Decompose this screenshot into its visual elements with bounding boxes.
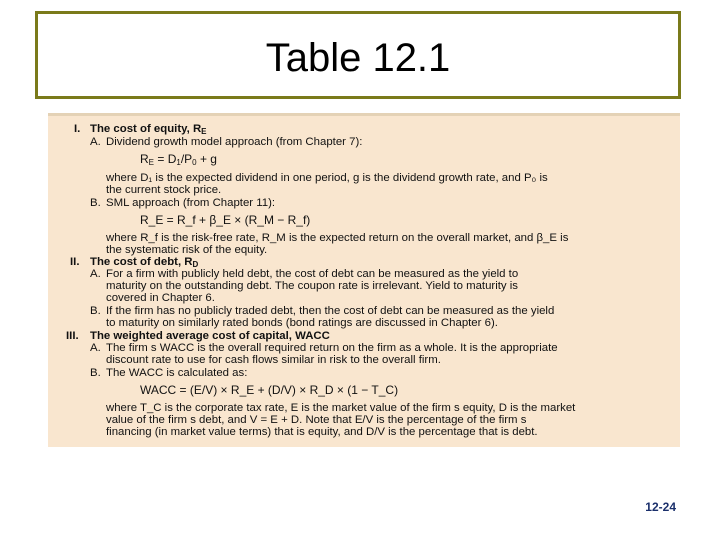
section-1-item-b-where-1: where R_f is the risk-free rate, R_M is the expected return on the overall market, and β_E is xyxy=(106,232,569,244)
wacc-equation: WACC = (E/V) × R_E + (D/V) × R_D × (1 − T_C) xyxy=(140,383,399,397)
section-2-heading: The cost of debt, $R_D$ xyxy=(90,256,199,269)
section-3-item-a-label: A. xyxy=(90,342,101,354)
dividend-growth-equation: $R_E = D_1/P_0 + g$ xyxy=(140,152,217,167)
section-3-item-a-line-1: The firm s WACC is the overall required return on the firm as a whole. It is the appropriate xyxy=(106,342,558,354)
section-3-heading: The weighted average cost of capital, WACC xyxy=(90,330,330,342)
section-2-item-b-line-1: If the firm has no publicly traded debt, then the cost of debt can be measured as the yield xyxy=(106,305,555,317)
section-3-item-b-label: B. xyxy=(90,367,101,379)
section-1-numeral: I. xyxy=(74,123,81,135)
section-1-item-b-label: B. xyxy=(90,197,101,209)
section-2-item-a-line-2: maturity on the outstanding debt. The coupon rate is irrelevant. Yield to maturity is xyxy=(106,280,518,292)
section-3-where-3: financing (in market value terms) that is equity, and D/V is the percentage that is debt. xyxy=(106,426,538,438)
sml-equation: R_E = R_f + β_E × (R_M − R_f) xyxy=(140,213,311,227)
section-3-item-a-line-2: discount rate to use for cash flows similar in risk to the overall firm. xyxy=(106,354,441,366)
section-2-numeral: II. xyxy=(70,256,80,268)
title-box xyxy=(35,11,681,99)
section-1-heading: The cost of equity, $R_E$ xyxy=(90,123,207,136)
section-1-item-b-where-2: the systematic risk of the equity. xyxy=(106,244,268,256)
section-2-item-a-label: A. xyxy=(90,268,101,280)
section-1-item-a-where-2: the current stock price. xyxy=(106,184,222,196)
section-3-numeral: III. xyxy=(66,330,79,342)
section-2-item-a-line-3: covered in Chapter 6. xyxy=(106,292,215,304)
section-1-item-b-text: SML approach (from Chapter 11): xyxy=(106,197,276,209)
section-3-item-b-text: The WACC is calculated as: xyxy=(106,367,248,379)
section-1-item-a-where-1: where D₁ is the expected dividend in one period, g is the dividend growth rate, and P₀ is xyxy=(106,172,548,184)
section-2-item-b-line-2: to maturity on similarly rated bonds (bond ratings are discussed in Chapter 6). xyxy=(106,317,498,329)
section-1-item-a-label: A. xyxy=(90,136,101,148)
page-number: 12-24 xyxy=(645,500,676,514)
section-2-item-b-label: B. xyxy=(90,305,101,317)
slide-title: Table 12.1 xyxy=(265,36,451,80)
section-2-item-a-line-1: For a firm with publicly held debt, the cost of debt can be measured as the yield to xyxy=(106,268,519,280)
section-1-item-a-text: Dividend growth model approach (from Chapter 7): xyxy=(106,136,363,148)
table-12-1-panel xyxy=(48,113,680,447)
section-3-where-1: where T_C is the corporate tax rate, E is the market value of the firm s equity, D is the market xyxy=(106,402,576,414)
section-3-where-2: value of the firm s debt, and V = E + D. Note that E/V is the percentage of the firm s xyxy=(106,414,527,426)
